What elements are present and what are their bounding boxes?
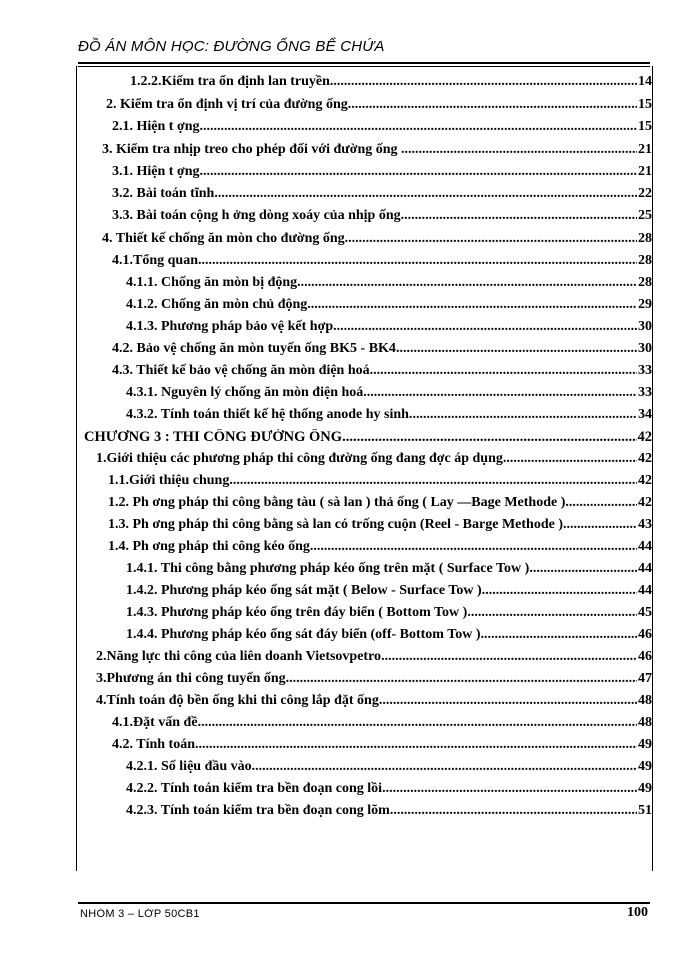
footer-rule (78, 902, 650, 904)
toc-leader-dots (342, 429, 636, 446)
toc-entry-page: 44 (638, 561, 652, 576)
toc-entry[interactable] (96, 693, 652, 709)
toc-entry-label: 4.3. Thiết kế bảo vệ chống ăn mòn điện hoá (112, 363, 370, 378)
toc-entry-page: 46 (638, 649, 652, 664)
toc-entry[interactable] (126, 781, 652, 797)
toc-entry[interactable] (112, 164, 652, 180)
toc-leader-dots (565, 495, 637, 511)
toc-leader-dots (198, 715, 637, 731)
toc-leader-dots (503, 451, 637, 467)
toc-entry-page: 46 (638, 627, 652, 642)
toc-entry[interactable] (84, 429, 652, 446)
toc-leader-dots (567, 517, 638, 533)
toc-entry-label: 1.2.2.Kiểm tra ổn định lan truyền (130, 74, 330, 89)
toc-entry-label: 4.3.1. Nguyên lý chống ăn mòn điện hoá. (126, 385, 367, 400)
toc-entry[interactable] (96, 649, 652, 665)
toc-leader-dots (214, 186, 637, 202)
toc-leader-dots (199, 164, 637, 180)
toc-entry[interactable] (112, 253, 652, 269)
toc-entry-page: 21 (638, 142, 652, 157)
toc-entry-label: CHƯƠNG 3 : THI CÔNG ĐƯỜNG ỐNG (84, 429, 343, 445)
toc-entry-page: 30 (638, 319, 652, 334)
toc-leader-dots (229, 473, 637, 489)
toc-entry-label: 4. Thiết kế chống ăn mòn cho đường ống (102, 231, 345, 246)
toc-entry[interactable] (126, 605, 652, 621)
toc-entry[interactable] (112, 341, 652, 357)
toc-leader-dots (390, 803, 637, 819)
toc-leader-dots (405, 142, 637, 158)
toc-entry-page: 15 (638, 97, 652, 112)
toc-entry[interactable] (112, 737, 652, 753)
toc-leader-dots (199, 119, 637, 135)
toc-leader-dots (311, 297, 637, 313)
toc-entry[interactable] (126, 583, 652, 599)
toc-entry-page: 21 (638, 164, 652, 179)
toc-leader-dots (381, 649, 637, 665)
toc-entry-label: 4.2.2. Tính toán kiểm tra bền đoạn cong lồi (126, 781, 383, 796)
toc-leader-dots (370, 363, 637, 379)
toc-entry[interactable] (126, 803, 652, 819)
toc-entry[interactable] (126, 561, 652, 577)
toc-entry-label: 1.4. Ph ơng pháp thi công kéo ống (108, 539, 310, 554)
toc-entry-label: 4.2. Bảo vệ chống ăn mòn tuyến ống BK5 - BK4 (112, 341, 396, 356)
toc-entry-label: 1.2. Ph ơng pháp thi công bằng tàu ( sà lan ) thả ống ( Lay —Bage Methode ) (108, 495, 566, 510)
toc-leader-dots (382, 781, 637, 797)
toc-entry-label: 1.4.3. Phương pháp kéo ống trên đáy biển ( Bottom Tow ) (126, 605, 468, 620)
toc-entry-page: 15 (638, 119, 652, 134)
toc-leader-dots (330, 74, 637, 90)
toc-entry[interactable] (108, 517, 652, 533)
toc-leader-dots (198, 253, 637, 269)
toc-entry-label: 1.Giới thiệu các phương pháp thi công đường ống đang đợc áp dụng (96, 451, 503, 466)
toc-entry[interactable] (96, 671, 652, 687)
footer-group-label: NHÓM 3 – LỚP 50CB1 (80, 908, 200, 917)
toc-entry-page: 34 (638, 407, 652, 422)
toc-entry-page: 29 (638, 297, 652, 312)
toc-entry-label: 3.1. Hiện t ợng (112, 164, 200, 179)
toc-entry[interactable] (96, 451, 652, 467)
toc-entry-label: 2.1. Hiện t ợng (112, 119, 200, 134)
toc-entry-page: 44 (638, 583, 652, 598)
toc-leader-dots (481, 627, 637, 643)
toc-entry-page: 43 (638, 517, 652, 532)
toc-entry-page: 42 (638, 473, 652, 488)
toc-entry-page: 28 (638, 253, 652, 268)
toc-entry-label: 4.2.3. Tính toán kiểm tra bền đoạn cong lõm (126, 803, 390, 818)
toc-entry-page: 44 (638, 539, 652, 554)
toc-entry-label: 4.1.3. Phương pháp bảo vệ kết hợp (126, 319, 334, 334)
toc-entry-page: 42 (637, 429, 652, 445)
toc-leader-dots (412, 407, 637, 423)
toc-entry[interactable] (126, 275, 652, 291)
toc-leader-dots (195, 737, 637, 753)
toc-entry-label: 4.2.1. Số liệu đầu vào (126, 759, 252, 774)
toc-entry-label: 1.4.2. Phương pháp kéo ống sát mặt ( Below - Surface Tow ) (126, 583, 482, 598)
toc-entry-page: 42 (638, 495, 652, 510)
toc-entry-label: 4.3.2. Tính toán thiết kế hệ thống anode hy sinh. (126, 407, 413, 422)
toc-leader-dots (467, 605, 637, 621)
toc-entry-label: 1.3. Ph ơng pháp thi công bằng sà lan có trống cuộn (Reel - Barge Methode ). (108, 517, 567, 532)
toc-entry-page: 49 (638, 759, 652, 774)
toc-entry-page: 25 (638, 208, 652, 223)
toc-entry-page: 22 (638, 186, 652, 201)
toc-entry-page: 49 (638, 737, 652, 752)
toc-leader-dots (333, 319, 637, 335)
toc-entry-page: 48 (638, 715, 652, 730)
toc-entry[interactable] (126, 297, 652, 313)
toc-entry-page: 51 (638, 803, 652, 818)
toc-leader-dots (345, 231, 637, 247)
toc-entry[interactable] (112, 119, 652, 135)
toc-entry[interactable] (102, 142, 652, 158)
toc-entry[interactable] (126, 627, 652, 643)
toc-leader-dots (310, 539, 637, 555)
toc-entry-label: 3.3. Bài toán cộng h ởng dòng xoáy của nhịp ống (112, 208, 401, 223)
toc-leader-dots (348, 97, 637, 113)
toc-entry-label: 3.Phương án thi công tuyến ống. (96, 671, 290, 686)
toc-entry-label: 1.1.Giới thiệu chung (108, 473, 230, 488)
toc-entry[interactable] (108, 473, 652, 489)
toc-leader-dots (289, 671, 637, 687)
toc-entry[interactable] (112, 186, 652, 202)
toc-entry-label: 3.2. Bài toán tĩnh (112, 186, 215, 201)
toc-entry-label: 4.1.Tổng quan (112, 253, 198, 268)
toc-entry[interactable] (112, 715, 652, 731)
toc-entry-page: 28 (638, 231, 652, 246)
toc-entry[interactable] (126, 759, 652, 775)
toc-leader-dots (367, 385, 637, 401)
toc-entry-page: 30 (638, 341, 652, 356)
toc-entry[interactable] (112, 363, 652, 379)
page-frame-right (652, 66, 653, 871)
toc-entry[interactable] (102, 231, 652, 247)
toc-leader-dots (301, 275, 637, 291)
toc-entry[interactable] (130, 74, 652, 90)
toc-entry-label: 2.Năng lực thi công của liên doanh Vietsovpetro (96, 649, 382, 664)
toc-entry-page: 48 (638, 693, 652, 708)
toc-entry-label: 4.1.2. Chống ăn mòn chủ động. (126, 297, 311, 312)
toc-entry[interactable] (126, 385, 652, 401)
footer-page-number: 100 (627, 905, 648, 920)
toc-entry-label: 4.2. Tính toán (112, 737, 195, 752)
toc-entry-label: 4.Tính toán độ bền ống khi thi công lắp đặt ống (96, 693, 379, 708)
toc-entry-page: 33 (638, 385, 652, 400)
toc-leader-dots (379, 693, 637, 709)
toc-entry-page: 49 (638, 781, 652, 796)
toc-entry[interactable] (126, 319, 652, 335)
toc-entry-label: 4.1.1. Chống ăn mòn bị động. (126, 275, 301, 290)
page-header-title: ĐỒ ÁN MÔN HỌC: ĐƯỜNG ỐNG BỂ CHỨA (78, 38, 385, 55)
toc-entry-page: 45 (638, 605, 652, 620)
toc-entry-page: 47 (638, 671, 652, 686)
toc-entry[interactable] (112, 208, 652, 224)
toc-entry-label: 3. Kiểm tra nhịp treo cho phép đối với đường ống . (102, 142, 405, 157)
toc-entry-page: 33 (638, 363, 652, 378)
toc-entry-page: 14 (638, 74, 652, 89)
toc-entry-label: 2. Kiểm tra ổn định vị trí của đường ống (106, 97, 348, 112)
toc-entry[interactable] (126, 407, 652, 423)
page-frame-left (76, 66, 77, 871)
header-rule (78, 62, 650, 67)
toc-entry-label: 1.4.1. Thi công bằng phương pháp kéo ống trên mặt ( Surface Tow ) (126, 561, 530, 576)
toc-leader-dots (401, 208, 637, 224)
toc-entry-label: 1.4.4. Phương pháp kéo ống sát đáy biển (off- Bottom Tow ) (126, 627, 481, 642)
toc-entry[interactable] (108, 495, 652, 511)
toc-leader-dots (482, 583, 637, 599)
toc-entry[interactable] (108, 539, 652, 555)
toc-entry-page: 42 (638, 451, 652, 466)
toc-leader-dots (252, 759, 637, 775)
toc-entry-label: 4.1.Đặt vấn đề (112, 715, 198, 730)
toc-leader-dots (396, 341, 637, 357)
toc-leader-dots (529, 561, 637, 577)
toc-entry[interactable] (106, 97, 652, 113)
toc-entry-page: 28 (638, 275, 652, 290)
